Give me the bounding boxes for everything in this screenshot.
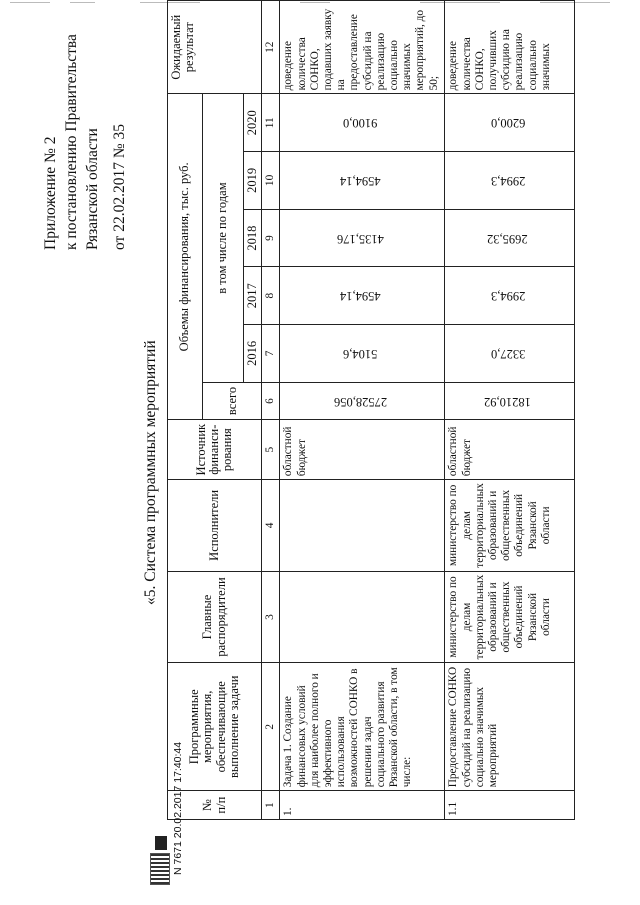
row-result: доведение количества СОНКО, подавших заявку на предоставление субсидий на реализацию социально значимых мероприятий, до 50; <box>280 1 445 94</box>
row-year-cell <box>280 209 445 267</box>
row-source: областной бюджет <box>445 420 575 480</box>
row-total-cell <box>280 382 445 420</box>
col-number: 8 <box>262 267 280 325</box>
table-row <box>280 1 445 820</box>
row-source: областной бюджет <box>280 420 445 480</box>
header-result: Ожидаемый результат <box>168 1 262 94</box>
row-measure: Задача 1. Создание финансовых условий для наиболее полного и эффективного использования возможностей СОНКО в решении задач социального развития Рязанской области, в том числе: <box>280 663 445 791</box>
row-year-value: 9100,0 <box>343 116 378 131</box>
header-measures: Программные мероприятия, обеспечивающие выполнение задачи <box>168 663 262 791</box>
appendix-line: Рязанской области <box>84 128 101 250</box>
row-year-cell <box>445 209 575 267</box>
row-executor: министерство по делам территориальных образований и общественных объединений Рязанской области <box>445 480 575 572</box>
doc-number: N 7671 20.02.2017 17:40:44 <box>172 741 184 875</box>
col-number: 7 <box>262 325 280 383</box>
appendix-date: от 22.02.2017 № 35 <box>111 124 128 250</box>
header-managers: Главные распорядители <box>168 571 262 663</box>
col-number: 6 <box>262 382 280 420</box>
row-year-cell <box>280 325 445 383</box>
row-total: 18210,92 <box>484 394 532 409</box>
appendix-line: к постановлению Правительства <box>63 34 80 250</box>
row-manager <box>280 571 445 663</box>
row-year-cell <box>445 152 575 210</box>
header-year: 2016 <box>244 325 262 383</box>
header-year: 2019 <box>244 152 262 210</box>
row-year-value: 4135,176 <box>336 231 384 246</box>
qr-stamp <box>155 836 167 850</box>
col-number: 10 <box>262 152 280 210</box>
row-year-value: 2994,3 <box>490 289 525 304</box>
row-year-value: 6200,0 <box>490 116 525 131</box>
row-year-cell <box>280 267 445 325</box>
row-year-cell <box>280 94 445 152</box>
row-measure: Предоставление СОНКО субсидий на реализацию социально значимых мероприятий <box>445 663 575 791</box>
row-total: 27528,056 <box>333 394 387 409</box>
row-num: 1.1 <box>445 791 575 820</box>
col-number: 4 <box>262 480 280 572</box>
row-year-cell <box>445 325 575 383</box>
appendix-line: Приложение № 2 <box>42 136 59 250</box>
row-year-value: 5104,6 <box>343 346 378 361</box>
col-number: 3 <box>262 571 280 663</box>
header-num: № п/п <box>168 791 262 820</box>
appendix-block <box>40 10 130 250</box>
col-number: 11 <box>262 94 280 152</box>
row-year-cell <box>445 94 575 152</box>
table-row <box>445 1 575 820</box>
row-result: доведение количества СОНКО, получивших субсидию на реализацию социально значимых <box>445 1 575 94</box>
header-year: 2018 <box>244 209 262 267</box>
col-number: 2 <box>262 663 280 791</box>
row-total-cell <box>445 382 575 420</box>
section-title: «5. Система программных мероприятий <box>142 340 159 605</box>
header-executors: Исполнители <box>168 480 262 572</box>
col-number: 12 <box>262 1 280 94</box>
row-year-value: 2695,32 <box>487 231 529 246</box>
row-manager: министерство по делам территориальных образований и общественных объединений Рязанской области <box>445 571 575 663</box>
col-number: 5 <box>262 420 280 480</box>
row-year-value: 2994,3 <box>490 174 525 189</box>
header-year: 2020 <box>244 94 262 152</box>
row-num: 1. <box>280 791 445 820</box>
header-volumes: Объемы финансирования, тыс. руб. <box>168 94 203 420</box>
col-number: 9 <box>262 209 280 267</box>
row-year-value: 3327,0 <box>490 346 525 361</box>
barcode-stamp <box>150 853 170 885</box>
row-year-cell <box>445 267 575 325</box>
program-measures-table <box>167 0 575 820</box>
header-by-years: в том числе по годам <box>203 94 244 382</box>
header-total: всего <box>203 382 262 420</box>
row-year-value: 4594,14 <box>339 289 381 304</box>
col-number: 1 <box>262 791 280 820</box>
header-source: Источник финанси-рования <box>168 420 262 480</box>
row-year-value: 4594,14 <box>339 174 381 189</box>
header-year: 2017 <box>244 267 262 325</box>
row-executor <box>280 480 445 572</box>
row-year-cell <box>280 152 445 210</box>
